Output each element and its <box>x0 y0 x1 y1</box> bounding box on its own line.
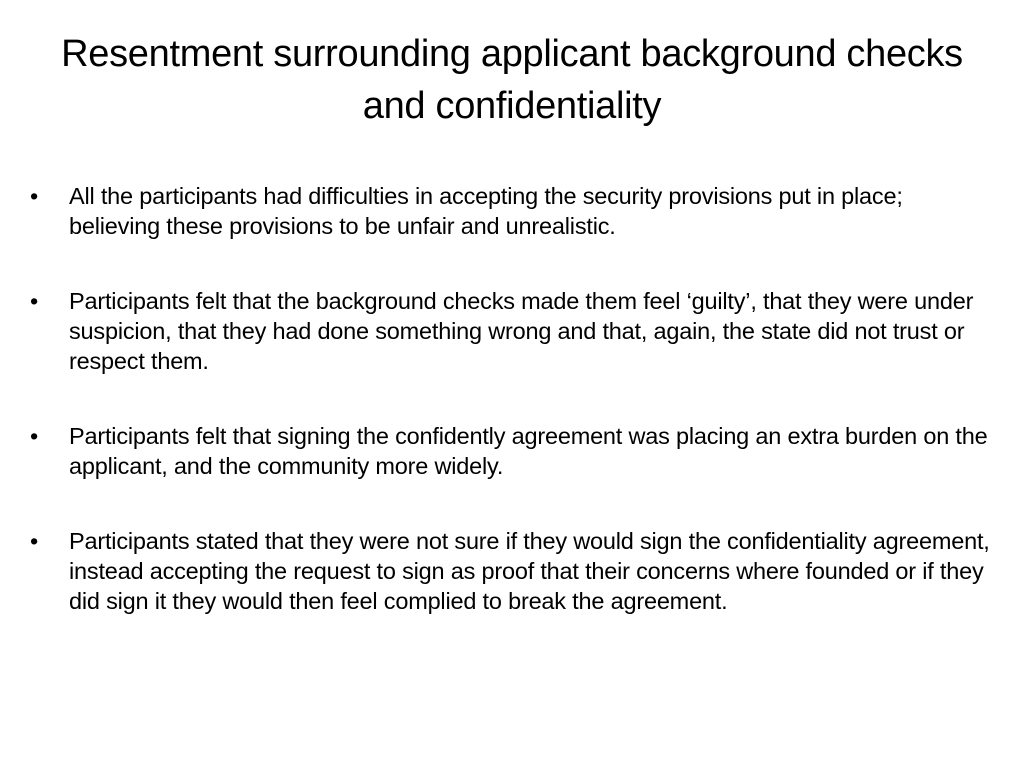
bullet-list <box>30 181 998 661</box>
bullet-text: Participants stated that they were not sure if they would sign the confidentiality agreement, instead accepting the request to sign as proof that their concerns where founded or if they did sign it they would then feel complied to break the agreement. <box>69 528 990 614</box>
list-item <box>30 421 998 481</box>
bullet-icon: • <box>30 183 39 209</box>
bullet-text: Participants felt that the background checks made them feel ‘guilty’, that they were under suspicion, that they had done something wrong and that, again, the state did not trust or respect them. <box>69 288 974 374</box>
list-item <box>30 286 998 376</box>
bullet-text: All the participants had difficulties in accepting the security provisions put in place; believing these provisions to be unfair and unrealistic. <box>69 183 903 239</box>
slide-title: Resentment surrounding applicant background checks and confidentiality <box>61 33 963 127</box>
bullet-text: Participants felt that signing the confidently agreement was placing an extra burden on the applicant, and the community more widely. <box>69 423 988 479</box>
list-item <box>30 526 998 616</box>
list-item <box>30 181 998 241</box>
bullet-icon: • <box>30 528 39 554</box>
bullet-icon: • <box>30 288 39 314</box>
bullet-icon: • <box>30 423 39 449</box>
